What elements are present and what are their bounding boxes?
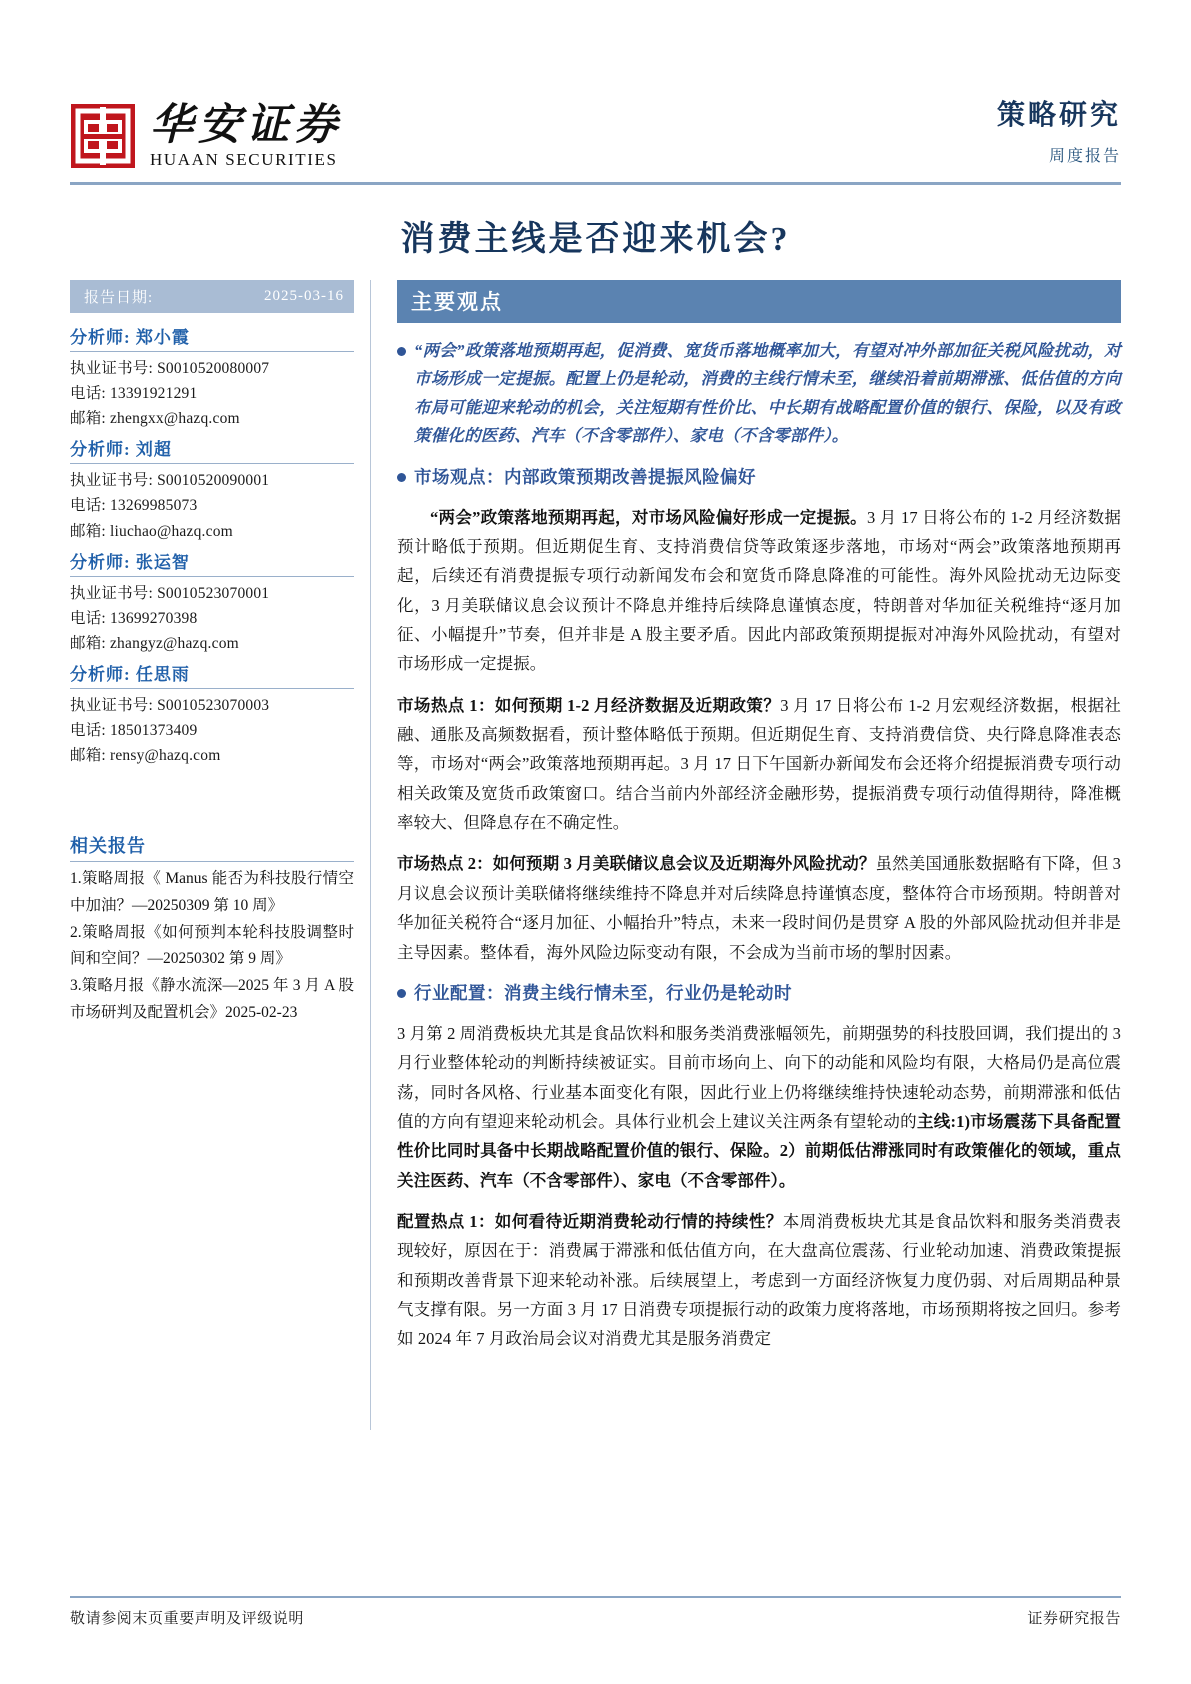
brand-text — [150, 103, 342, 170]
report-date-value: 2025-03-16 — [264, 288, 344, 304]
market-hot2-lead: 市场热点 2：如何预期 3 月美联储议息会议及近期海外风险扰动？ — [397, 854, 876, 874]
header-divider — [70, 182, 1121, 185]
content-area — [70, 280, 1121, 1430]
brand-name-en: HUAAN SECURITIES — [150, 150, 338, 169]
alloc-hot1-lead: 配置热点 1：如何看待近期消费轮动行情的持续性？ — [397, 1212, 783, 1232]
brand-block — [70, 103, 342, 170]
market-view-heading: 市场观点：内部政策预期改善提振风险偏好 — [414, 466, 756, 487]
alloc-hot1-paragraph — [397, 1207, 1121, 1354]
report-kind: 周度报告 — [1048, 148, 1121, 165]
analyst-name: 分析师: 任思雨 — [70, 664, 190, 684]
analyst-phone: 电话: 13269985073 — [70, 497, 198, 515]
page-footer — [70, 1596, 1121, 1629]
analyst-cert: 执业证书号: S0010520080007 — [70, 360, 270, 377]
analyst-name: 分析师: 郑小霞 — [70, 328, 190, 347]
analyst-cert: 执业证书号: S0010523070003 — [70, 696, 270, 714]
market-hot1-rest: 3 月 17 日将公布 1-2 月宏观经济数据，根据社融、通胀及高频数据看，预计整体略低于预期。但近期促生育、支持消费信贷、央行降息降准表态等，市场对“两会”政策落地预期再起。3 月 17 日下午国新办新闻发布会还将介绍提振消费专项行动相关政策及宽货币政策窗口。结合当前内外部经济金融形势，提振消费专项行动值得期待，降准概率较大、但降息存在不确定性。 — [397, 695, 1121, 833]
summary-bullet-text: “两会”政策落地预期再起，促消费、宽货币落地概率加大，有望对冲外部加征关税风险扰动，对市场形成一定提振。配置上仍是轮动，消费的主线行情未至，继续沿着前期滞涨、低估值的方向布局可能迎来轮动的机会，关注短期有性价比、中长期有战略配置价值的银行、保险，以及有政策催化的医药、汽车（不含零部件）、家电（不含零部件）。 — [414, 341, 1121, 446]
page-title: 消费主线是否迎来机会? — [400, 221, 791, 258]
analyst-phone: 电话: 13391921291 — [70, 385, 198, 403]
analyst-divider — [70, 688, 354, 689]
analyst-email[interactable]: 邮箱: rensy@hazq.com — [70, 747, 221, 765]
related-report-item[interactable]: 2.策略周报《如何预判本轮科技股调整时间和空间？—20250302 第 9 周》 — [70, 923, 354, 968]
analyst-email[interactable]: 邮箱: liuchao@hazq.com — [70, 522, 233, 540]
analyst-phone: 电话: 13699270398 — [70, 609, 198, 627]
analyst-entry — [70, 435, 354, 543]
analyst-email[interactable]: 邮箱: zhengxx@hazq.com — [70, 410, 240, 428]
bullet-dot-icon — [397, 347, 406, 356]
analyst-entry — [70, 660, 354, 768]
analyst-divider — [70, 463, 354, 464]
footer-divider — [70, 1596, 1121, 1599]
related-reports-title: 相关报告 — [70, 836, 146, 857]
related-reports — [70, 832, 354, 1026]
market-view-heading-row — [397, 463, 1121, 491]
bullet-dot-icon — [397, 473, 406, 482]
summary-bullet-row — [397, 337, 1121, 451]
analyst-divider — [70, 351, 354, 352]
brand-name-cn: 华安证券 — [150, 101, 342, 149]
industry-alloc-paragraph — [397, 1019, 1121, 1195]
market-hot1-lead: 市场热点 1：如何预期 1-2 月经济数据及近期政策？ — [397, 695, 781, 715]
market-view-paragraph — [397, 503, 1121, 679]
main-column — [371, 280, 1121, 1366]
analyst-phone: 电话: 18501373409 — [70, 722, 198, 740]
report-date-bar — [70, 280, 354, 313]
bullet-dot-icon — [397, 989, 406, 998]
analyst-email[interactable]: 邮箱: zhangyz@hazq.com — [70, 634, 239, 652]
industry-alloc-bold: 主线:1)市场震荡下具备配置性价比同时具备中长期战略配置价值的银行、保险。2）前期低估滞涨同时有政策催化的领域，重点关注医药、汽车（不含零部件）、家电（不含零部件）。 — [397, 1111, 1121, 1190]
market-hot1-paragraph — [397, 691, 1121, 838]
huaan-logo-icon — [70, 103, 136, 169]
related-report-item[interactable]: 1.策略周报《 Manus 能否为科技股行情空中加油？—20250309 第 10 周》 — [70, 870, 354, 914]
section-title-bar: 主要观点 — [397, 280, 1121, 323]
related-divider — [70, 861, 354, 862]
industry-alloc-heading: 行业配置：消费主线行情未至，行业仍是轮动时 — [414, 982, 792, 1003]
page-header — [70, 0, 1121, 170]
market-hot2-rest: 虽然美国通胀数据略有下降，但 3 月议息会议预计美联储将继续维持不降息并对后续降息持谨慎态度，整体符合市场预期。特朗普对华加征关税符合“逐月加征、小幅抬升”特点，未来一段时间仍是贯穿 A 股的外部风险扰动但并非是主导因素。整体看，海外风险边际变动有限，不会成为当前市场的掣肘因素。 — [397, 854, 1121, 962]
analyst-name: 分析师: 张运智 — [70, 552, 190, 572]
market-view-rest: 3 月 17 日将公布的 1-2 月经济数据预计略低于预期。但近期促生育、支持消费信贷等政策逐步落地，市场对“两会”政策落地预期再起，后续还有消费提振专项行动新闻发布会和宽货币降息降准的可能性。海外风险扰动无边际变化，3 月美联储议息会议预计不降息并维持后续降息谨慎态度，特朗普对华加征关税维持“逐月加征、小幅提升”节奏，但并非是 A 股主要矛盾。因此内部政策预期提振对冲海外风险扰动，有望对市场形成一定提振。 — [397, 507, 1121, 674]
report-date-label: 报告日期: — [84, 290, 154, 306]
analyst-entry — [70, 323, 354, 431]
market-hot2-paragraph — [397, 849, 1121, 966]
sidebar — [70, 280, 370, 1026]
header-right — [997, 99, 1121, 170]
analyst-cert: 执业证书号: S0010523070001 — [70, 584, 270, 602]
analyst-name: 分析师: 刘超 — [70, 440, 172, 460]
related-report-item[interactable]: 3.策略月报《静水流深—2025 年 3 月 A 股市场研判及配置机会》2025-02-23 — [70, 976, 354, 1021]
industry-alloc-lead: 3 月第 2 周消费板块尤其是食品饮料和服务类消费涨幅领先，前期强势的科技股回调，我们提出的 3 月行业整体轮动的判断持续被证实。目前市场向上、向下的动能和风险均有限，大格局仍是高位震荡，同时各风格、行业基本面变化有限，因此行业上仍将继续维持快速轮动态势，前期滞涨和低估值的方向有望迎来轮动机会。具体行业机会上建议关注两条有望轮动的 — [397, 1023, 1121, 1131]
analyst-entry — [70, 548, 354, 656]
footer-disclaimer: 敬请参阅末页重要声明及评级说明 — [70, 1611, 305, 1627]
analyst-cert: 执业证书号: S0010520090001 — [70, 472, 270, 490]
report-category: 策略研究 — [996, 100, 1121, 132]
market-view-lead: “两会”政策落地预期再起，对市场风险偏好形成一定提振。 — [430, 507, 867, 527]
analyst-divider — [70, 576, 354, 577]
alloc-hot1-rest: 本周消费板块尤其是食品饮料和服务类消费表现较好，原因在于：消费属于滞涨和低估值方向，在大盘高位震荡、行业轮动加速、消费政策提振和预期改善背景下迎来轮动补涨。后续展望上，考虑到一方面经济恢复力度仍弱、对后周期品种景气支撑有限。另一方面 3 月 17 日消费专项提振行动的政策力度将落地，市场预期将按之回归。参考如 2024 年 7 月政治局会议对消费尤其是服务消费定 — [397, 1212, 1122, 1349]
industry-alloc-heading-row — [397, 979, 1121, 1007]
footer-doc-type: 证券研究报告 — [1027, 1611, 1121, 1627]
footer-row — [70, 1607, 1121, 1628]
